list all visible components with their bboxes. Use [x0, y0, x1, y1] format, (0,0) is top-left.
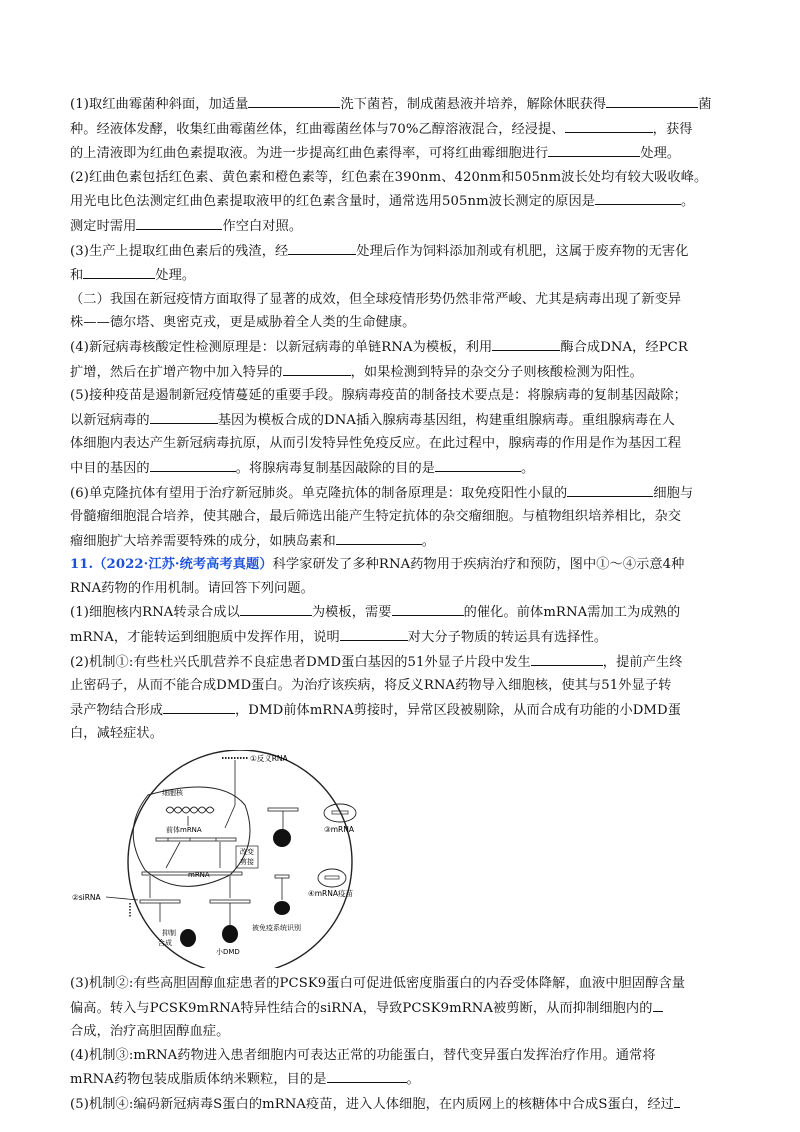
answer-blank[interactable] — [606, 92, 698, 108]
q5-line-1 — [70, 384, 730, 408]
q11-3-line-3 — [70, 1020, 730, 1044]
text-segment: (2)机制①:有些杜兴氏肌营养不良症患者DMD蛋白基因的51外显子片段中发生 — [70, 654, 531, 670]
text-segment: (5)机制④:编码新冠病毒S蛋白的mRNA疫苗，进入人体细胞，在内质网上的核糖体中合成S蛋白，经过 — [70, 1097, 674, 1112]
text-segment: 偏高。转入与PCSK9mRNA特异性结合的siRNA，导致PCSK9mRNA被剪断，从而抑制细胞内的 — [70, 1000, 653, 1016]
text-segment: mRNA药物包装成脂质体纳米颗粒，目的是 — [70, 1072, 327, 1088]
text-segment: 瘤细胞扩大培养需要特殊的成分，如胰岛素和 — [70, 533, 336, 549]
q11-2-line-4 — [70, 722, 730, 746]
answer-blank[interactable] — [83, 263, 155, 279]
q11-number: 11. — [70, 557, 94, 573]
text-segment: 中目的基因的 — [70, 460, 150, 476]
q5-line-2 — [70, 408, 730, 433]
text-segment: 种。经液体发酵，收集红曲霉菌丝体，红曲霉菌丝体与70%乙醇溶液混合，经浸提、 — [70, 121, 565, 137]
text-segment: (3)生产上提取红曲色素后的残渣，经 — [70, 243, 289, 259]
text-segment: 。 — [406, 1072, 420, 1088]
text-segment: 对大分子物质的转运具有选择性。 — [407, 630, 608, 646]
text-segment: 洗下菌苔，制成菌悬液并培养，解除休眠获得 — [340, 97, 607, 112]
answer-blank[interactable] — [136, 214, 222, 230]
text-segment: 酶合成DNA，经PCR — [560, 339, 688, 355]
text-segment: 基因为模板合成的DNA插入腺病毒基因组，构建重组腺病毒。重组腺病毒在人 — [217, 412, 675, 428]
q11-source: （2022·江苏·统考高考真题） — [93, 557, 273, 573]
answer-blank[interactable] — [340, 625, 408, 641]
q11-2-line-3 — [70, 698, 730, 723]
functional-protein — [273, 829, 291, 847]
pre-mrna-label: 前体mRNA — [166, 826, 202, 835]
change-splice-label-1: 改变 — [240, 848, 254, 857]
antisense-rna-label: ①反义RNA — [250, 754, 288, 764]
text-segment: (3)机制②:有些高胆固醇血症患者的PCSK9蛋白可促进低密度脂蛋白的内吞受体降解，血液中胆固醇含量 — [70, 976, 686, 992]
inhibit-label-1: 抑制 — [162, 929, 176, 938]
answer-blank[interactable] — [283, 360, 351, 376]
blocked-protein — [180, 929, 196, 947]
text-segment: 骨髓瘤细胞混合培养，使其融合，最后筛选出能产生特定抗体的杂交瘤细胞。与植物组织培养相比，杂交 — [70, 509, 682, 525]
splice-arrow — [166, 842, 180, 868]
text-segment: ，提前产生终 — [602, 654, 683, 670]
q1-line-3 — [70, 141, 730, 166]
q2-line-1 — [70, 166, 730, 190]
text-segment: 用光电比色法测定红曲色素提取液甲的红色素含量时，通常选用505nm波长测定的原因是 — [70, 194, 596, 210]
q11-5-line-1 — [70, 1092, 730, 1117]
q6-line-2 — [70, 505, 730, 529]
answer-blank[interactable] — [240, 600, 312, 616]
text-segment: 为模板，需要 — [311, 605, 392, 621]
text-segment: mRNA，才能转运到细胞质中发挥作用，说明 — [70, 630, 340, 646]
answer-blank[interactable] — [163, 698, 235, 714]
worksheet-page — [70, 92, 730, 1117]
text-segment: 以新冠病毒的 — [70, 412, 150, 428]
dna-helix-strand — [166, 807, 214, 813]
answer-blank[interactable] — [248, 92, 340, 108]
text-segment: ，DMD前体mRNA剪接时，异常区段被剔除，从而合成有功能的小DMD蛋 — [235, 702, 681, 718]
text-segment: 。将腺病毒复制基因敲除的目的是 — [235, 460, 436, 476]
s-protein — [274, 901, 290, 915]
inhibit-label-2: 合成 — [158, 939, 172, 948]
q11-3-line-1 — [70, 972, 730, 996]
answer-blank[interactable] — [565, 117, 653, 133]
answer-blank[interactable] — [288, 239, 356, 255]
answer-blank[interactable] — [150, 408, 218, 424]
text-segment: (1)取红曲霉菌种斜面，加适量 — [70, 97, 249, 112]
text-segment: 菌 — [698, 97, 712, 112]
text-segment: (5)接种疫苗是遏制新冠疫情蔓延的重要手段。腺病毒疫苗的制备技术要点是：将腺病毒的复制基因敲除； — [70, 388, 687, 404]
vaccine-mrna — [325, 876, 339, 879]
immune-label: 被免疫系统识别 — [252, 924, 301, 933]
q11-intro: 科学家研发了多种RNA药物用于疾病治疗和预防，图中①～④示意4种 — [272, 557, 685, 573]
text-segment: 和 — [70, 268, 84, 284]
released-vaccine-mrna — [275, 875, 289, 878]
small-dmd-label: 小DMD — [216, 948, 240, 957]
change-splice-label-2: 剪接 — [240, 858, 254, 867]
text-segment: (1)细胞核内RNA转录合成以 — [70, 605, 240, 621]
text-segment: 。 — [681, 194, 695, 210]
answer-blank[interactable] — [392, 600, 464, 616]
vaccine-label: ④mRNA疫苗 — [308, 889, 353, 899]
q3-line-1 — [70, 239, 730, 264]
q11-2-line-2 — [70, 674, 730, 698]
text-segment: 。 — [421, 533, 436, 549]
nucleus-label: 细胞核 — [162, 789, 183, 798]
section-two-line-1 — [70, 288, 730, 312]
text-segment: ，如果检测到特异的杂交分子则核酸检测为阳性。 — [350, 364, 643, 380]
q11-3-line-2 — [70, 996, 730, 1021]
text-segment: 株——德尔塔、奥密克戎，更是威胁着全人类的生命健康。 — [70, 315, 416, 331]
q11-header — [70, 553, 730, 577]
q5-line-4 — [70, 456, 730, 481]
sirna-label: ②siRNA — [72, 893, 101, 903]
text-segment: 体细胞内表达产生新冠病毒抗原，从而引发特异性免疫反应。在此过程中，腺病毒的作用是作为基因工程 — [70, 436, 682, 452]
q11-1-line-2 — [70, 625, 730, 650]
text-segment: 的催化。前体mRNA需加工为成熟的 — [463, 605, 681, 621]
answer-blank[interactable] — [595, 189, 681, 205]
q6-line-3 — [70, 529, 730, 554]
mechanism-diagram — [70, 750, 400, 968]
q11-4-line-2 — [70, 1067, 730, 1092]
text-segment: (4)新冠病毒核酸定性检测原理是：以新冠病毒的单链RNA为模板，利用 — [70, 339, 493, 355]
section-two-line-2 — [70, 311, 730, 335]
text-segment: 处理。 — [640, 146, 681, 162]
small-dmd-protein — [222, 925, 238, 943]
answer-blank[interactable] — [567, 481, 653, 497]
q4-line-1 — [70, 335, 730, 360]
text-segment: 合成，治疗高胆固醇血症。 — [70, 1024, 230, 1040]
answer-blank[interactable] — [674, 1092, 680, 1108]
text-segment: 处理后作为饲料添加剂或有机肥，这属于废弃物的无害化 — [356, 243, 689, 259]
answer-blank[interactable] — [653, 996, 663, 1012]
q1-line-2 — [70, 117, 730, 142]
text-segment: 白，减轻症状。 — [70, 726, 164, 742]
q5-line-3 — [70, 432, 730, 456]
text-segment: ，获得 — [652, 121, 693, 137]
text-segment: 的上清液即为红曲色素提取液。为进一步提高红曲色素得率，可将红曲霉细胞进行 — [70, 146, 549, 162]
answer-blank[interactable] — [492, 335, 560, 351]
text-segment: （二）我国在新冠疫情方面取得了显著的成效，但全球疫情形势仍然非常严峻、尤其是病毒出现了新变异 — [70, 291, 682, 307]
text-segment: 作空白对照。 — [222, 218, 303, 234]
text-segment: (6)单克隆抗体有望用于治疗新冠肺炎。单克隆抗体的制备原理是：取免疫阳性小鼠的 — [70, 485, 568, 501]
rna-drug-mechanism-figure — [70, 750, 400, 968]
cytoplasm-mrna — [210, 900, 250, 903]
antisense-arrow — [225, 760, 235, 828]
q11-intro-line-2 — [70, 577, 730, 601]
answer-blank[interactable] — [336, 529, 422, 545]
text-segment: 止密码子，从而不能合成DMD蛋白。为治疗该疾病，将反义RNA药物导入细胞核，使其与51外显子转 — [70, 678, 672, 694]
vaccine-nanoparticle — [318, 869, 346, 887]
q2-line-2 — [70, 189, 730, 214]
q11-4-line-1 — [70, 1044, 730, 1068]
q3-line-2 — [70, 263, 730, 288]
text-segment: 测定时需用 — [70, 218, 137, 234]
answer-blank[interactable] — [327, 1067, 407, 1083]
text-segment: 。 — [521, 460, 535, 476]
q1-line-1 — [70, 92, 730, 117]
released-mrna — [268, 808, 298, 811]
cytoplasm-mrna — [140, 900, 180, 903]
answer-blank[interactable] — [531, 650, 603, 666]
answer-blank[interactable] — [548, 141, 640, 157]
text-segment: 录产物结合形成 — [70, 702, 164, 718]
q4-line-2 — [70, 360, 730, 385]
text-segment: RNA药物的作用机制。请回答下列问题。 — [70, 580, 314, 596]
text-segment: 细胞与 — [653, 485, 694, 501]
q11-1-line-1 — [70, 600, 730, 625]
q6-line-1 — [70, 481, 730, 506]
answer-blank[interactable] — [435, 456, 521, 472]
text-segment: (4)机制③:mRNA药物进入患者细胞内可表达正常的功能蛋白，替代变异蛋白发挥治疗作用。通常将 — [70, 1047, 656, 1063]
q2-line-3 — [70, 214, 730, 239]
text-segment: 扩增，然后在扩增产物中加入特异的 — [70, 364, 283, 380]
text-segment: (2)红曲色素包括红色素、黄色素和橙色素等，红色素在390nm、420nm和505nm波长处均有较大吸收峰。 — [70, 169, 708, 185]
answer-blank[interactable] — [150, 456, 236, 472]
mrna-label: mRNA — [188, 871, 210, 880]
q11-2-line-1 — [70, 650, 730, 675]
text-segment: 处理。 — [155, 268, 196, 284]
mrna-drug-label: ③mRNA — [324, 825, 354, 835]
